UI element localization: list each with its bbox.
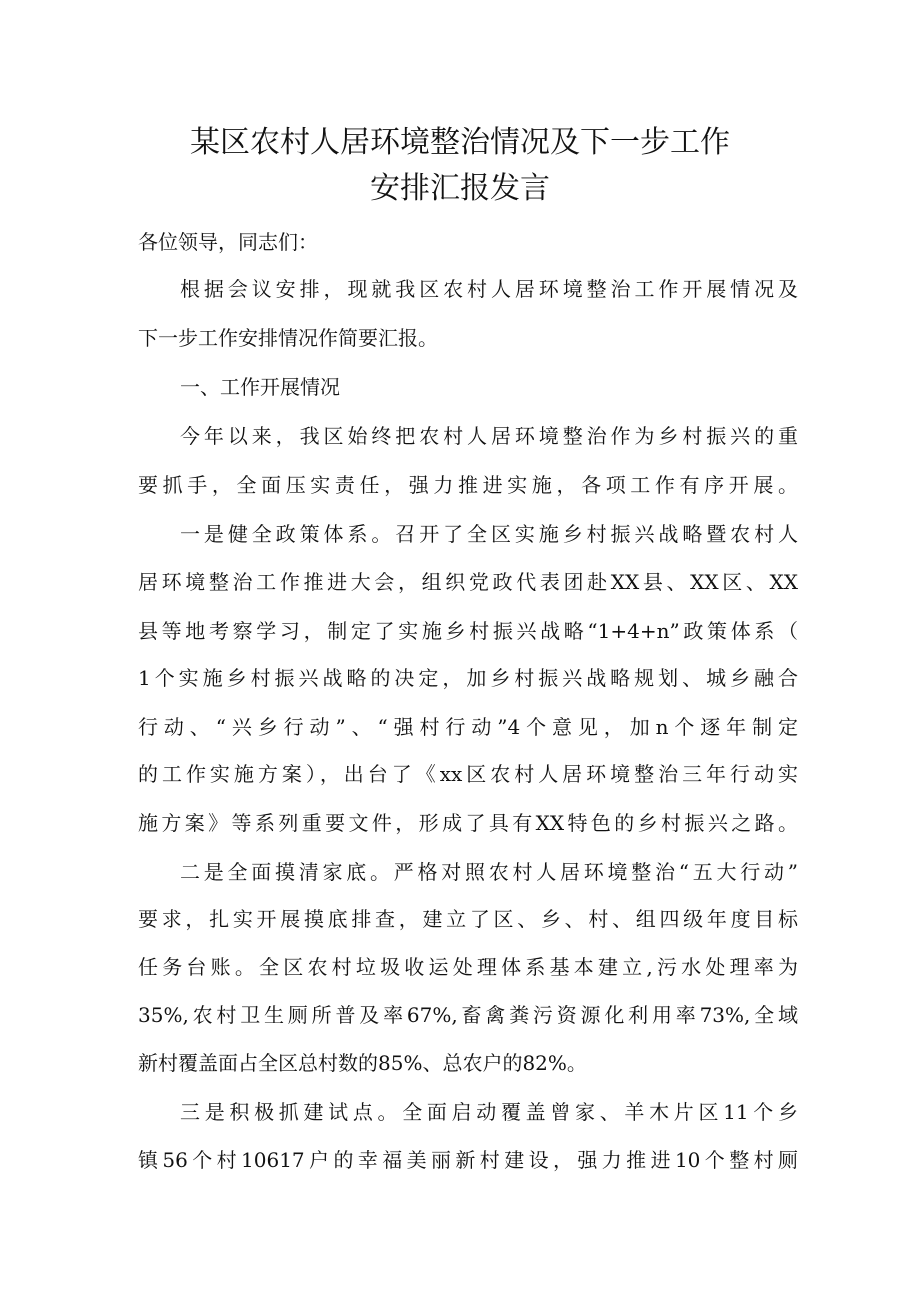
paragraph-line: 二是全面摸清家底。严格对照农村人居环境整治“五大行动” <box>180 860 798 884</box>
paragraph-line: 镇56个村10617户的幸福美丽新村建设，强力推进10个整村厕 <box>138 1148 798 1172</box>
paragraph-line: 任务台账。全区农村垃圾收运处理体系基本建立,污水处理率为 <box>138 955 798 979</box>
paragraph-line: 今年以来，我区始终把农村人居环境整治作为乡村振兴的重 <box>180 424 798 448</box>
paragraph-line: 35%,农村卫生厕所普及率67%,畜禽粪污资源化利用率73%,全域 <box>138 1003 798 1027</box>
section-heading: 一、工作开展情况 <box>180 375 340 399</box>
paragraph-line: 县等地考察学习，制定了实施乡村振兴战略“1+4+n”政策体系（ <box>138 619 798 643</box>
paragraph-line: 根据会议安排，现就我区农村人居环境整治工作开展情况及 <box>180 277 798 301</box>
paragraph-line: 居环境整治工作推进大会，组织党政代表团赴XX县、XX区、XX <box>138 570 798 594</box>
paragraph-line: 行动、“兴乡行动”、“强村行动”4个意见，加n个逐年制定 <box>138 715 798 739</box>
paragraph-line: 要求，扎实开展摸底排查，建立了区、乡、村、组四级年度目标 <box>138 907 798 931</box>
salutation: 各位领导，同志们： <box>138 230 318 254</box>
paragraph-line: 新村覆盖面占全区总村数的85%、总农户的82%。 <box>138 1051 587 1075</box>
paragraph-line: 要抓手，全面压实责任，强力推进实施，各项工作有序开展。 <box>138 473 798 497</box>
paragraph-line: 的工作实施方案），出台了《xx区农村人居环境整治三年行动实 <box>138 762 798 786</box>
paragraph-line: 一是健全政策体系。召开了全区实施乡村振兴战略暨农村人 <box>180 522 798 546</box>
paragraph-line: 1个实施乡村振兴战略的决定，加乡村振兴战略规划、城乡融合 <box>138 666 798 690</box>
paragraph-line: 下一步工作安排情况作简要汇报。 <box>138 326 438 350</box>
paragraph-line: 三是积极抓建试点。全面启动覆盖曾家、羊木片区11个乡 <box>180 1100 798 1124</box>
paragraph-line: 施方案》等系列重要文件，形成了具有XX特色的乡村振兴之路。 <box>138 811 798 835</box>
document-title-line-1: 某区农村人居环境整治情况及下一步工作 <box>190 125 730 160</box>
document-title-line-2: 安排汇报发言 <box>370 171 550 206</box>
